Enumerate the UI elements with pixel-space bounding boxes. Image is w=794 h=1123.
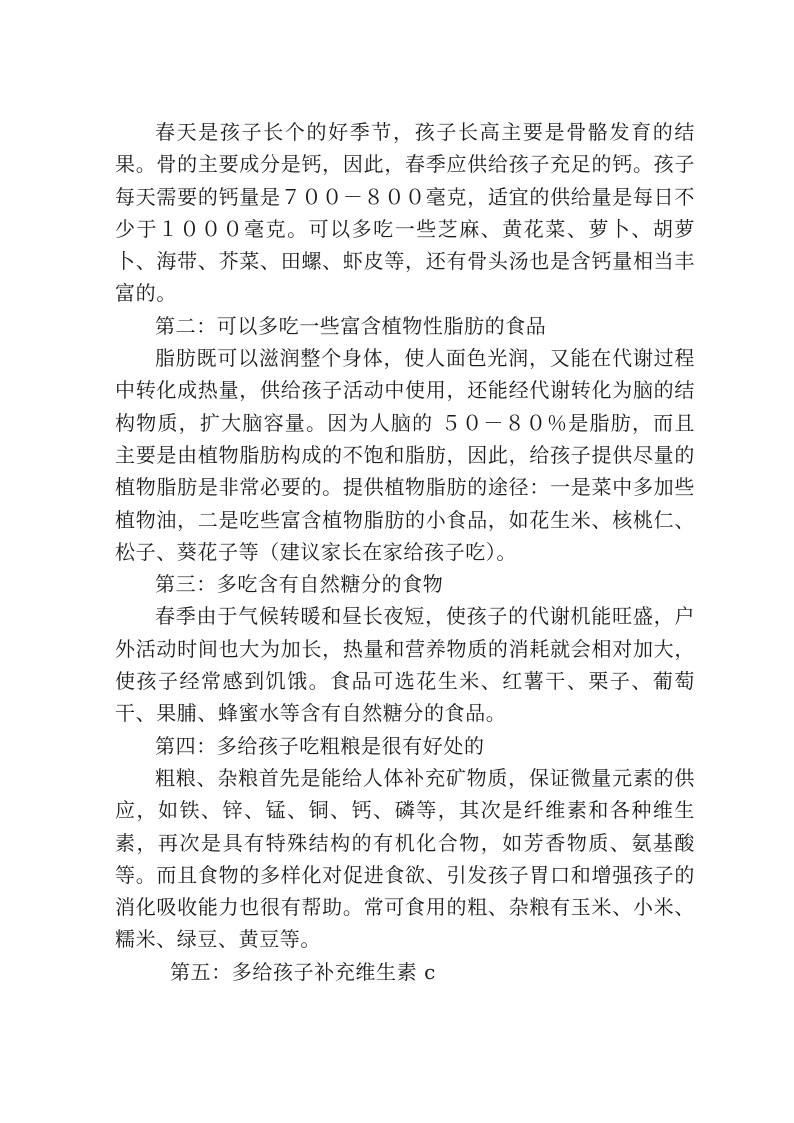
heading-natural-sugar: 第三：多吃含有自然糖分的食物 [155, 572, 444, 597]
heading-plant-fat: 第二：可以多吃一些富含植物性脂肪的食品 [155, 313, 547, 338]
document-body [115, 116, 695, 988]
paragraph-plant-fat: 脂肪既可以滋润整个身体，使人面色光润，又能在代谢过程中转化成热量，供给孩子活动中使用，还能经代谢转化为脑的结构物质，扩大脑容量。因为人脑的 ５０－８０％是脂肪，而且主要是由植物脂肪构成的不饱和脂肪，因此，给孩子提供尽量的植物脂肪是非常必要的。提供植物脂肪的途径：一是菜中多加些植物油，二是吃些富含植物脂肪的小食品，如花生米、核桃仁、松子、葵花子等（建议家长在家给孩子吃）。 [115, 346, 695, 564]
heading-vitamin-c: 第五：多给孩子补充维生素 c [170, 959, 436, 984]
heading-coarse-grain: 第四：多给孩子吃粗粮是很有好处的 [155, 733, 485, 758]
paragraph-coarse-grain: 粗粮、杂粮首先是能给人体补充矿物质，保证微量元素的供应，如铁、锌、锰、铜、钙、磷等，其次是纤维素和各种维生素，再次是具有特殊结构的有机化合物，如芳香物质、氨基酸等。而且食物的多样化对促进食欲、引发孩子胃口和增强孩子的消化吸收能力也很有帮助。常可食用的粗、杂粮有玉米、小米、糯米、绿豆、黄豆等。 [115, 765, 695, 952]
paragraph-calcium: 春天是孩子长个的好季节，孩子长高主要是骨骼发育的结果。骨的主要成分是钙，因此，春季应供给孩子充足的钙。孩子每天需要的钙量是７００－８００毫克，适宜的供给量是每日不少于１０００毫克。可以多吃一些芝麻、黄花菜、萝卜、胡萝卜、海带、芥菜、田螺、虾皮等，还有骨头汤也是含钙量相当丰富的。 [115, 120, 695, 306]
paragraph-natural-sugar: 春季由于气候转暖和昼长夜短，使孩子的代谢机能旺盛，户外活动时间也大为加长，热量和营养物质的消耗就会相对加大，使孩子经常感到饥饿。食品可选花生米、红薯干、栗子、葡萄干、果脯、蜂蜜水等含有自然糖分的食品。 [115, 604, 695, 726]
